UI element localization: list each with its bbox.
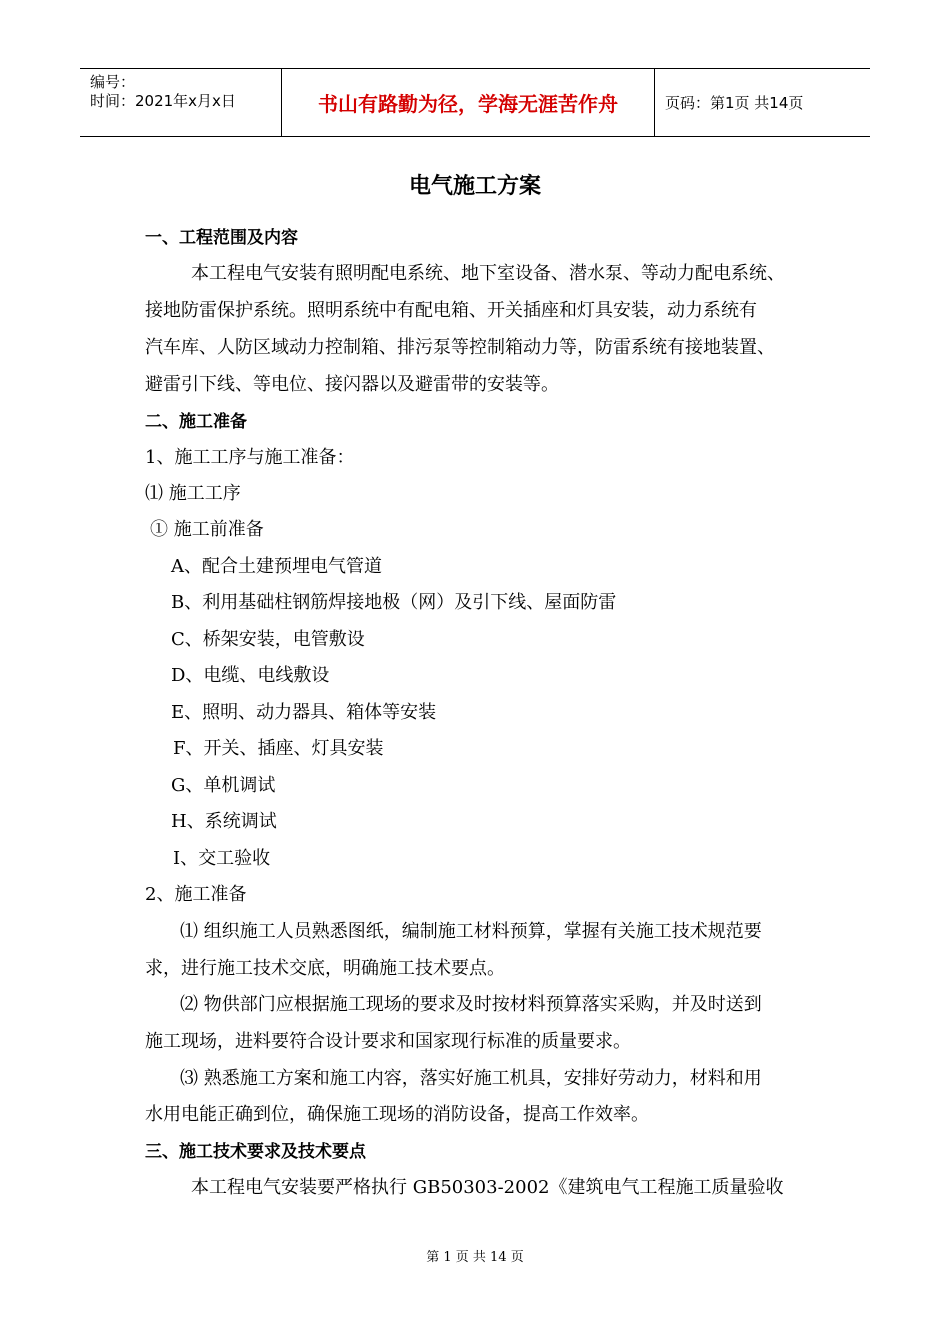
list-item: I、交工验收 <box>173 848 271 869</box>
paragraph-line: 避雷引下线、等电位、接闪器以及避雷带的安装等。 <box>145 374 559 395</box>
page-title: 电气施工方案 <box>408 174 541 199</box>
paragraph-line: ⑴ 组织施工人员熟悉图纸，编制施工材料预算，掌握有关施工技术规范要 <box>180 921 762 942</box>
section-heading-2: 二、施工准备 <box>145 412 247 432</box>
section-heading-1: 一、工程范围及内容 <box>145 228 298 248</box>
list-item: C、桥架安装，电管敷设 <box>171 629 365 650</box>
subheading: 2、施工准备 <box>145 884 247 905</box>
paragraph-line: 本工程电气安装要严格执行 GB50303-2002《建筑电气工程施工质量验收 <box>191 1177 784 1198</box>
list-item: D、电缆、电线敷设 <box>171 665 330 686</box>
paragraph-line: ⑵ 物供部门应根据施工现场的要求及时按材料预算落实采购，并及时送到 <box>180 994 762 1015</box>
time-label: 时间：2021年x月x日 <box>90 92 236 110</box>
paragraph-line: 施工现场，进料要符合设计要求和国家现行标准的质量要求。 <box>145 1031 631 1052</box>
list-item: A、配合土建预埋电气管道 <box>171 556 382 577</box>
code-label: 编号： <box>90 73 136 91</box>
list-item: B、利用基础柱钢筋焊接地极（网）及引下线、屋面防雷 <box>171 592 617 613</box>
header-meta-cell <box>80 69 282 136</box>
section-heading-3: 三、施工技术要求及技术要点 <box>145 1142 366 1162</box>
motto: 书山有路勤为径，学海无涯苦作舟 <box>282 69 655 136</box>
list-item: H、系统调试 <box>171 811 277 832</box>
paragraph-line: 本工程电气安装有照明配电系统、地下室设备、潜水泵、等动力配电系统、 <box>191 263 785 284</box>
paragraph-line: 求，进行施工技术交底，明确施工技术要点。 <box>145 958 505 979</box>
list-item: E、照明、动力器具、箱体等安装 <box>171 702 437 723</box>
list-item: F、开关、插座、灯具安装 <box>173 738 384 759</box>
paragraph-line: 水用电能正确到位，确保施工现场的消防设备，提高工作效率。 <box>145 1104 649 1125</box>
list-item: ① 施工前准备 <box>150 519 264 540</box>
list-item: ⑴ 施工工序 <box>145 483 241 504</box>
paragraph-line: ⑶ 熟悉施工方案和施工内容，落实好施工机具，安排好劳动力，材料和用 <box>180 1068 762 1089</box>
paragraph-line: 汽车库、人防区域动力控制箱、排污泵等控制箱动力等，防雷系统有接地装置、 <box>145 337 775 358</box>
paragraph-line: 接地防雷保护系统。照明系统中有配电箱、开关插座和灯具安装，动力系统有 <box>145 300 757 321</box>
list-item: G、单机调试 <box>171 775 276 796</box>
document-header <box>80 68 870 137</box>
page-info: 页码：第1页 共14页 <box>665 94 804 112</box>
subheading: 1、施工工序与施工准备： <box>145 447 355 468</box>
page-footer: 第 1 页 共 14 页 <box>426 1250 524 1265</box>
